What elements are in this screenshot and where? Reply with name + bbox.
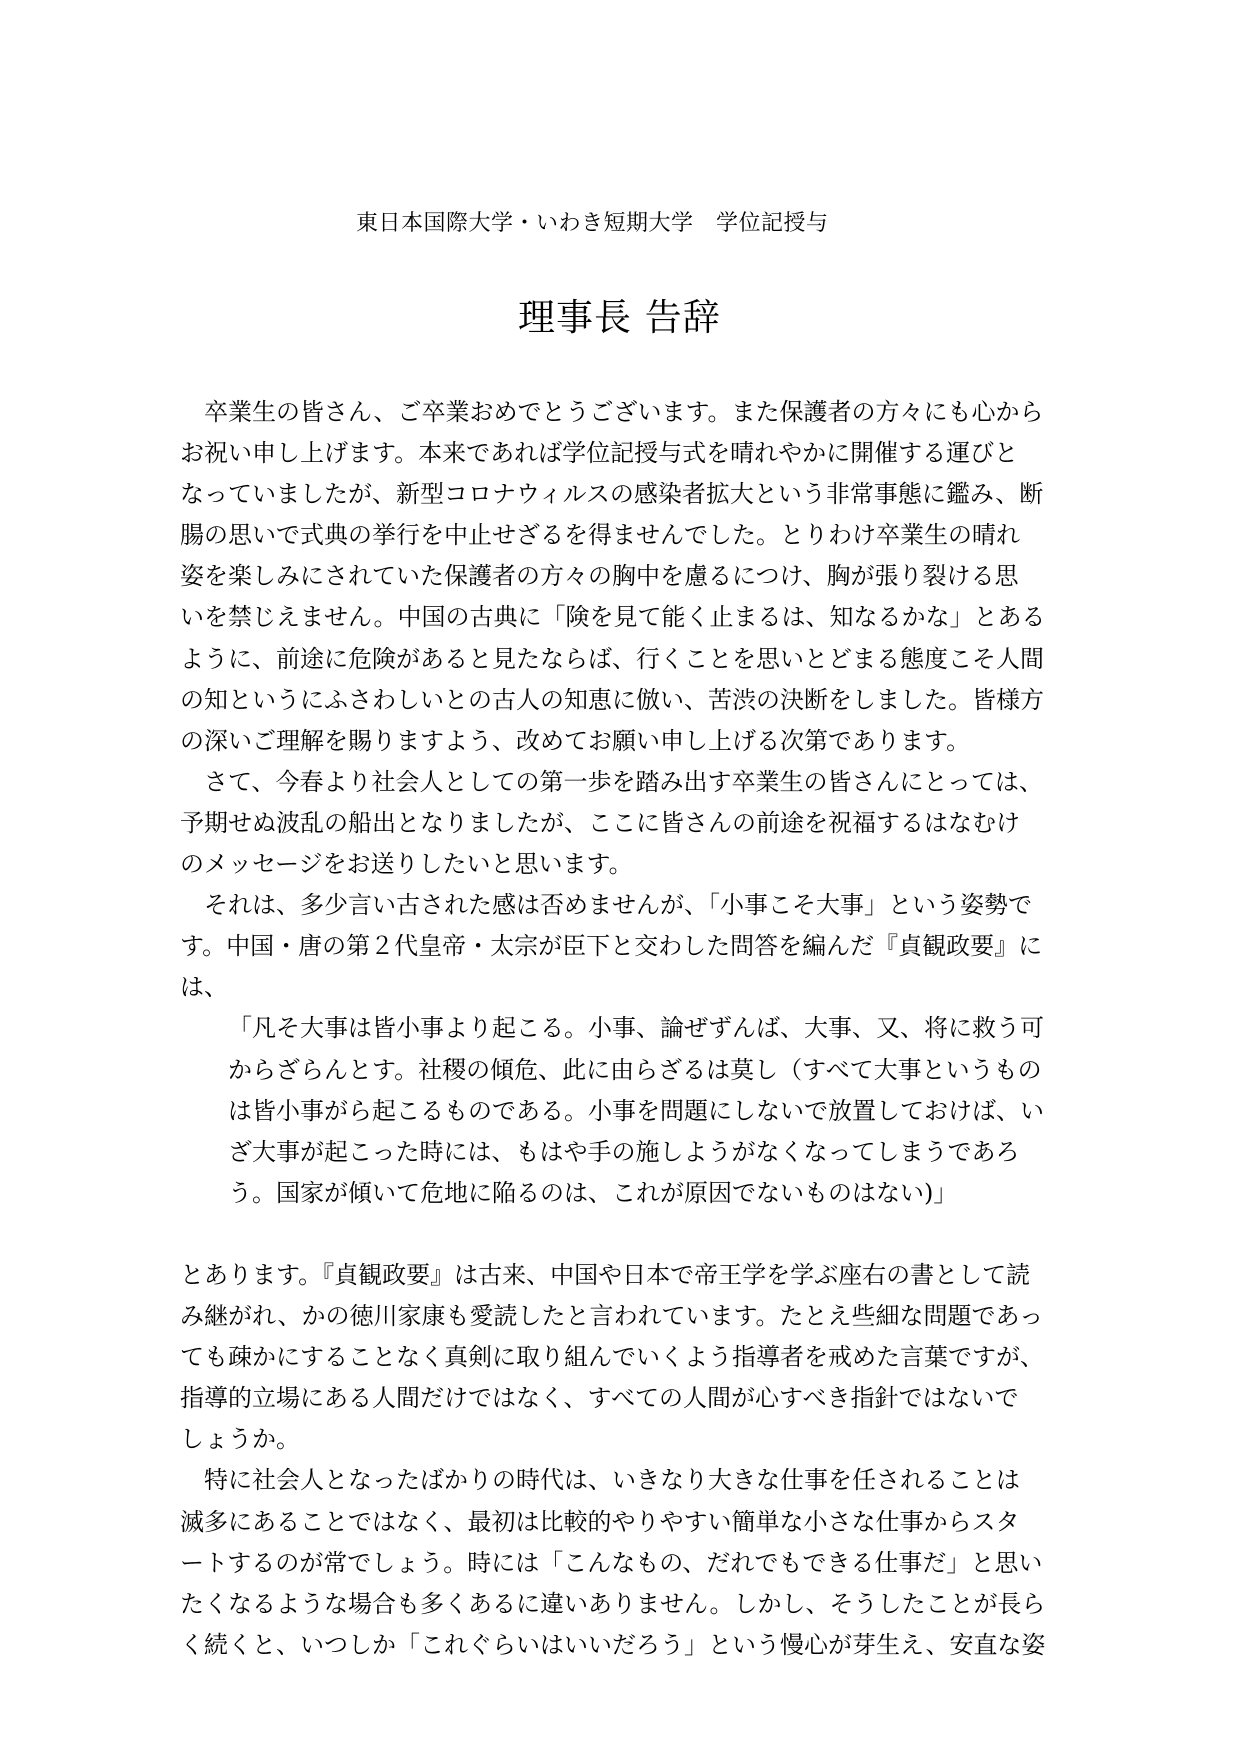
quote-line: は皆小事がら起こるものである。小事を問題にしないで放置しておけば、い <box>228 1096 1044 1125</box>
body-line: ても疎かにすることなく真剣に取り組んでいくよう指導者を戒めた言葉ですが、 <box>180 1343 1044 1372</box>
body-line: 卒業生の皆さん、ご卒業おめでとうございます。また保護者の方々にも心から <box>180 398 1044 426</box>
quote-line: う。国家が傾いて危地に陥るのは、これが原因でないものはない)」 <box>228 1178 958 1207</box>
body-line: お祝い申し上げます。本来であれば学位記授与式を晴れやかに開催する運びと <box>180 439 1019 468</box>
body-line: 予期せぬ波乱の船出となりましたが、ここに皆さんの前途を祝福するはなむけ <box>180 808 1020 837</box>
body-line: の知というにふさわしいとの古人の知恵に倣い、苦渋の決断をしました。皆様方 <box>180 685 1044 714</box>
document-title: 理事長 告辞 <box>518 296 721 339</box>
body-line: のメッセージをお送りしたいと思います。 <box>180 850 633 879</box>
body-line: 腸の思いで式典の挙行を中止せざるを得ませんでした。とりわけ卒業生の晴れ <box>180 521 1020 550</box>
body-line: す。中国・唐の第２代皇帝・太宗が臣下と交わした問答を編んだ『貞観政要』に <box>180 932 1043 961</box>
body-line: は、 <box>180 973 228 1002</box>
document-body <box>180 392 1060 1666</box>
body-line: ように、前途に危険があると見たならば、行くことを思いとどまる態度こそ人間 <box>180 644 1044 673</box>
body-line: 指導的立場にある人間だけではなく、すべての人間が心すべき指針ではないで <box>180 1384 1019 1413</box>
body-line: いを禁じえません。中国の古典に「険を見て能く止まるは、知なるかな」とある <box>180 603 1046 632</box>
body-line: 滅多にあることではなく、最初は比較的やりやすい簡単な小さな仕事からスタ <box>180 1507 1020 1536</box>
body-line: 特に社会人となったばかりの時代は、いきなり大きな仕事を任されることは <box>180 1466 1020 1495</box>
quote-line: ざ大事が起こった時には、もはや手の施しようがなくなってしまうであろ <box>228 1137 1020 1166</box>
body-line: なっていましたが、新型コロナウィルスの感染者拡大という非常事態に鑑み、断 <box>180 480 1044 509</box>
body-line: く続くと、いつしか「これぐらいはいいだろう」という慢心が芽生え、安直な姿 <box>180 1630 1046 1659</box>
body-line: それは、多少言い古された感は否めませんが、「小事こそ大事」という姿勢で <box>180 891 1032 920</box>
body-line: ートするのが常でしょう。時には「こんなもの、だれでもできる仕事だ」と思い <box>180 1548 1043 1577</box>
body-line: み継がれ、かの徳川家康も愛読したと言われています。たとえ些細な問題であっ <box>180 1302 1044 1331</box>
body-line: たくなるような場合も多くあるに違いありません。しかし、そうしたことが長ら <box>180 1589 1046 1618</box>
blank-line <box>180 1214 1060 1255</box>
body-line: しょうか。 <box>180 1425 300 1454</box>
quote-line: からざらんとす。社稷の傾危、此に由らざるは莫し（すべて大事というもの <box>228 1055 1042 1084</box>
body-line: とあります。『貞観政要』は古来、中国や日本で帝王学を学ぶ座右の書として読 <box>180 1260 1031 1289</box>
document-subtitle: 東日本国際大学・いわき短期大学 学位記授与 <box>356 211 829 236</box>
quote-line: 「凡そ大事は皆小事より起こる。小事、論ぜずんば、大事、又、将に救う可 <box>228 1014 1044 1043</box>
body-line: の深いご理解を賜りますよう、改めてお願い申し上げる次第であります。 <box>180 726 971 755</box>
body-line: 姿を楽しみにされていた保護者の方々の胸中を慮るにつけ、胸が張り裂ける思 <box>180 562 1019 591</box>
body-line: さて、今春より社会人としての第一歩を踏み出す卒業生の皆さんにとっては、 <box>180 767 1044 796</box>
